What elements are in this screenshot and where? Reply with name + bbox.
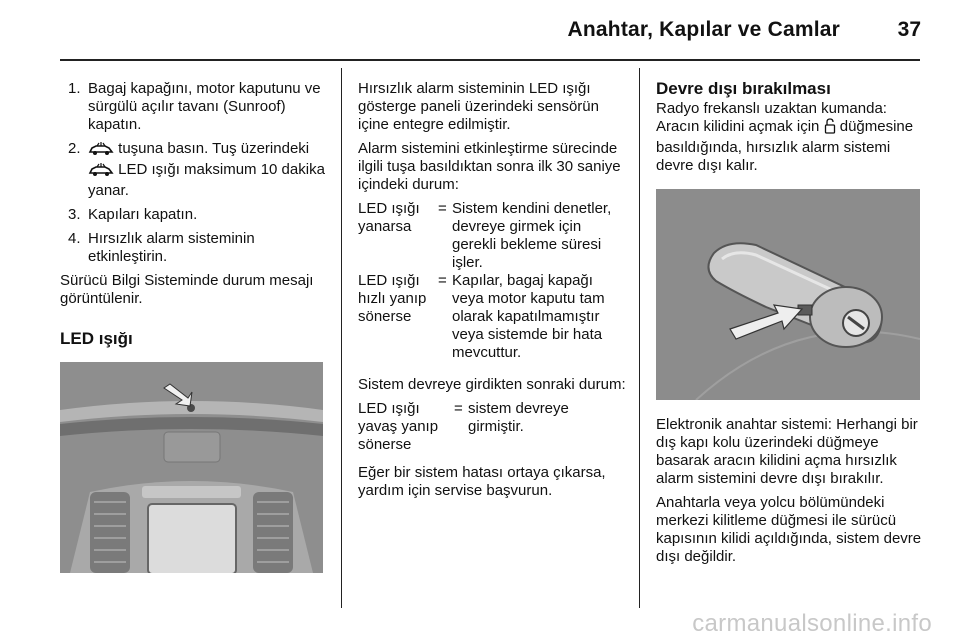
section-heading-led: LED ışığı	[60, 329, 133, 348]
list-item: 1. Bagaj kapağını, motor kaputunu ve sürgülü açılır tavanı (Sunroof) kapatın.	[68, 80, 321, 133]
status-table-1	[358, 200, 626, 362]
status-paragraph: Sürücü Bilgi Sisteminde durum mesajı görüntülenir.	[60, 272, 314, 307]
dashboard-led-illustration	[60, 362, 323, 573]
led-description: Hırsızlık alarm sisteminin LED ışığı gösterge paneli üzerindeki sensörün içine entegre edilmiştir.	[358, 80, 599, 133]
car-alarm-icon	[88, 163, 114, 182]
column-divider-1	[341, 68, 342, 608]
page-number: 37	[897, 18, 921, 41]
column-2	[358, 80, 626, 506]
service-note: Eğer bir sistem hatası ortaya çıkarsa, yardım için servise başvurun.	[358, 464, 606, 499]
remote-deactivation-text: Radyo frekanslı uzaktan kumanda: Aracın kilidini açmak için düğmesine basıldığında, hırsızlık alarm sistemi devre dışı kalır.	[656, 100, 914, 174]
list-item: 2. tuşuna basın. Tuş üzerindeki LED ışığı maksimum 10 dakika yanar.	[68, 140, 325, 199]
column-1	[60, 80, 326, 573]
activation-intro: Alarm sistemini etkinleştirme sürecinde ilgili tuşa basıldıktan sonra ilk 30 saniye içindeki durum:	[358, 140, 621, 193]
status-table-2	[358, 400, 618, 454]
key-unlock-text: Anahtarla veya yolcu bölümündeki merkezi kilitleme düğmesi ile sürücü kapısının kilidi açıldığında, sistem devre dışı değildir.	[656, 494, 922, 565]
page-title: Anahtar, Kapılar ve Camlar	[567, 18, 840, 41]
after-activation-intro: Sistem devreye girdikten sonraki durum:	[358, 376, 626, 393]
table-row: LED ışığı hızlı yanıp sönerse = Kapılar, bagaj kapağı veya motor kaputu tam olarak kapatılmamıştır veya sistemde bir hata mevcuttur.	[358, 272, 605, 361]
list-item: 3. Kapıları kapatın.	[68, 206, 198, 223]
car-alarm-icon	[88, 142, 114, 161]
header-divider	[60, 59, 920, 61]
column-divider-2	[639, 68, 640, 608]
table-row: LED ışığı yavaş yanıp sönerse = sistem devreye girmiştir.	[358, 400, 569, 453]
unlock-padlock-icon	[824, 118, 836, 139]
table-row: LED ışığı yanarsa = Sistem kendini denetler, devreye girmek için gerekli bekleme süresi işler.	[358, 200, 612, 271]
section-heading-deactivation: Devre dışı bırakılması	[656, 79, 831, 98]
door-handle-illustration	[656, 189, 920, 400]
list-item: 4. Hırsızlık alarm sisteminin etkinleştirin.	[68, 230, 255, 265]
column-3	[656, 80, 922, 572]
watermark: carmanualsonline.info	[692, 610, 932, 637]
electronic-key-text: Elektronik anahtar sistemi: Herhangi bir dış kapı kolu üzerindeki düğmeye basarak aracın kilidini açma hırsızlık alarm sistemini devre dışı bırakılır.	[656, 416, 918, 487]
page-header	[0, 0, 960, 60]
steps-list	[60, 80, 326, 266]
